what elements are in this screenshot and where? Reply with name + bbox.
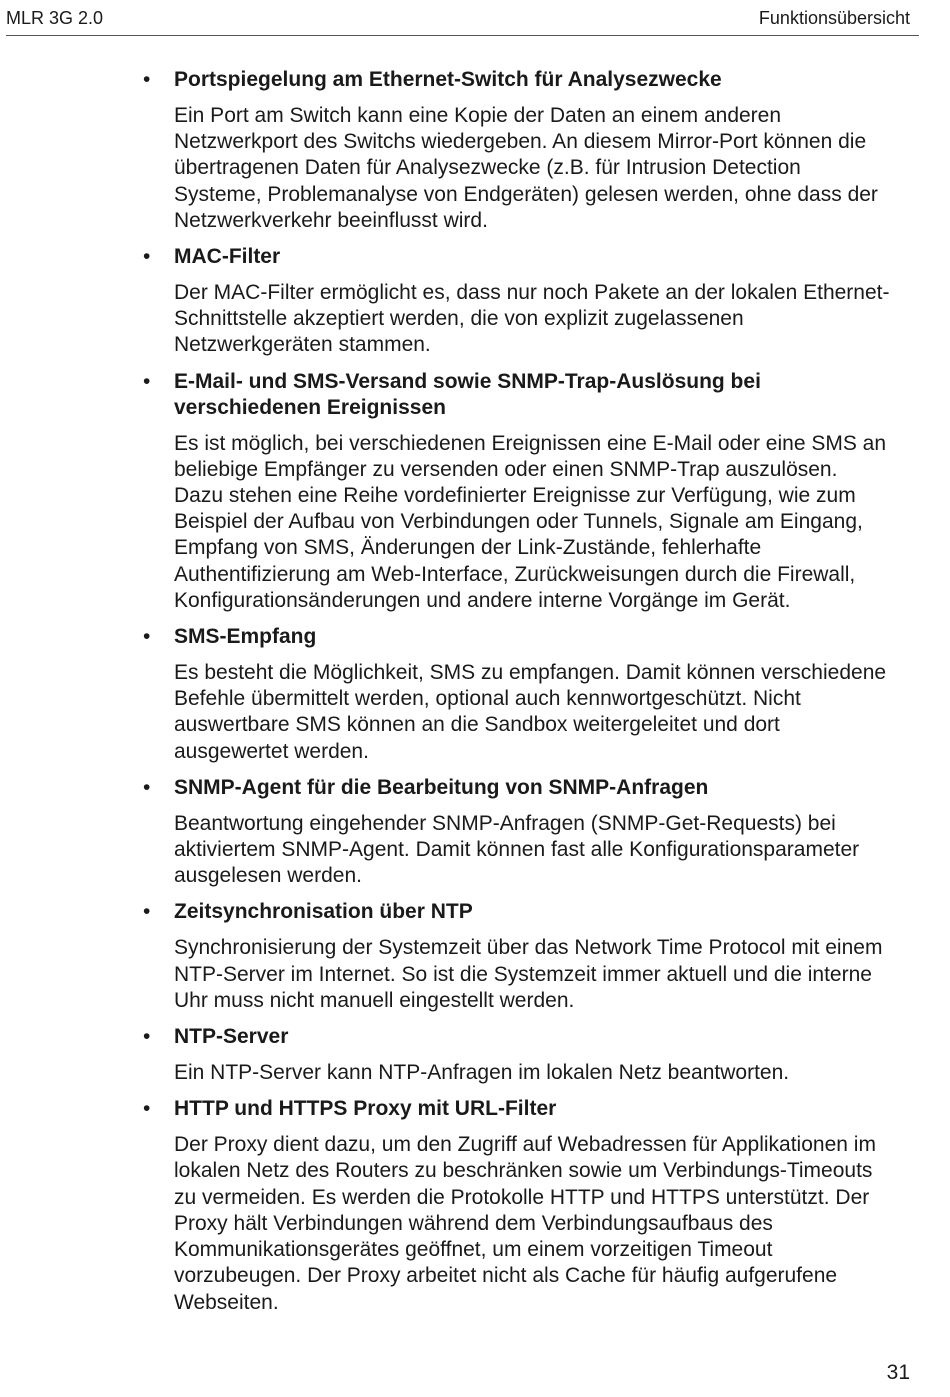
feature-title: E-Mail- und SMS-Versand sowie SNMP-Trap-Auslösung bei verschiedenen Ereignissen <box>174 369 761 419</box>
feature-item <box>143 624 892 765</box>
feature-heading <box>143 67 892 93</box>
feature-description: Der MAC-Filter ermöglicht es, dass nur noch Pakete an der lokalen Ethernet-Schnittstelle akzeptiert werden, die von explizit zugelassenen Netzwerkgeräten stammen. <box>174 281 890 357</box>
feature-heading <box>143 369 892 421</box>
feature-heading <box>143 775 892 801</box>
feature-title: Zeitsynchronisation über NTP <box>174 900 473 924</box>
feature-heading <box>143 1096 892 1122</box>
feature-item <box>143 1096 892 1315</box>
bullet-icon: • <box>143 900 151 924</box>
feature-list <box>0 67 950 1316</box>
feature-item <box>143 67 892 234</box>
feature-item <box>143 244 892 359</box>
bullet-icon: • <box>143 1097 151 1121</box>
bullet-icon: • <box>143 625 151 649</box>
header-divider <box>6 35 919 36</box>
feature-item <box>143 369 892 614</box>
bullet-icon: • <box>143 68 151 91</box>
feature-title: SNMP-Agent für die Bearbeitung von SNMP-Anfragen <box>174 775 709 799</box>
feature-item <box>143 775 892 890</box>
feature-item <box>143 899 892 1014</box>
bullet-icon: • <box>143 369 151 393</box>
feature-description: Der Proxy dient dazu, um den Zugriff auf Webadressen für Applikationen im lokalen Netz des Routers zu beschränken sowie um Verbindungs-Timeouts zu vermeiden. Es werden die Protokolle HTTP und HTTPS unterstützt. Der Proxy hält Verbindungen während dem Verbindungsaufbaus des Kommunikationsgerätes geöffnet, um einem vorzeitigen Timeout vorzubeugen. Der Proxy arbeitet nicht als Cache für häufig aufgerufene Webseiten. <box>174 1133 876 1314</box>
feature-description: Beantwortung eingehender SNMP-Anfragen (SNMP-Get-Requests) bei aktiviertem SNMP-Agent. Damit können fast alle Konfigurationsparameter ausgelesen werden. <box>174 811 860 888</box>
bullet-icon: • <box>143 245 151 269</box>
feature-description: Es besteht die Möglichkeit, SMS zu empfangen. Damit können verschiedene Befehle übermittelt werden, optional auch kennwortgeschützt. Nicht auswertbare SMS können an die Sandbox weitergeleitet und dort ausgewertet werden. <box>174 661 887 763</box>
bullet-icon: • <box>143 775 151 799</box>
feature-heading <box>143 1024 892 1050</box>
section-title: Funktionsübersicht <box>758 8 910 28</box>
feature-title: Portspiegelung am Ethernet-Switch für Analysezwecke <box>174 68 722 91</box>
feature-description: Ein Port am Switch kann eine Kopie der Daten an einem anderen Netzwerkport des Switchs wiedergeben. An diesem Mirror-Port können die übertragenen Daten für Analysezwecke (z.B. für Intrusion Detection Systeme, Problemanalyse von Endgeräten) gelesen werden, ohne dass der Netzwerkverkehr beeinflusst wird. <box>174 104 878 232</box>
feature-title: SMS-Empfang <box>174 625 317 649</box>
feature-heading <box>143 624 892 650</box>
feature-heading <box>143 899 892 925</box>
feature-heading <box>143 244 892 270</box>
document-title: MLR 3G 2.0 <box>6 8 104 28</box>
feature-title: NTP-Server <box>174 1025 289 1049</box>
page-header <box>0 0 950 36</box>
feature-title: HTTP und HTTPS Proxy mit URL-Filter <box>174 1097 557 1121</box>
bullet-icon: • <box>143 1025 151 1049</box>
feature-description: Ein NTP-Server kann NTP-Anfragen im lokalen Netz beantworten. <box>174 1061 790 1085</box>
feature-title: MAC-Filter <box>174 245 281 269</box>
feature-description: Es ist möglich, bei verschiedenen Ereignissen eine E-Mail oder eine SMS an beliebige Empfänger zu versenden oder einen SNMP-Trap auszulösen. Dazu stehen eine Reihe vordefinierter Ereignisse zur Verfügung, wie zum Beispiel der Aufbau von Verbindungen oder Tunnels, Signale am Eingang, Empfang von SMS, Änderungen der Link-Zustände, fehlerhafte Authentifizierung am Web-Interface, Zurückweisungen durch die Firewall, Konfigurationsänderungen und andere interne Vorgänge im Gerät. <box>174 431 887 612</box>
page-number: 31 <box>886 1361 910 1384</box>
feature-item <box>143 1024 892 1086</box>
feature-description: Synchronisierung der Systemzeit über das Network Time Protocol mit einem NTP-Server im Internet. So ist die Systemzeit immer aktuell und die interne Uhr muss nicht manuell eingestellt werden. <box>174 936 883 1012</box>
